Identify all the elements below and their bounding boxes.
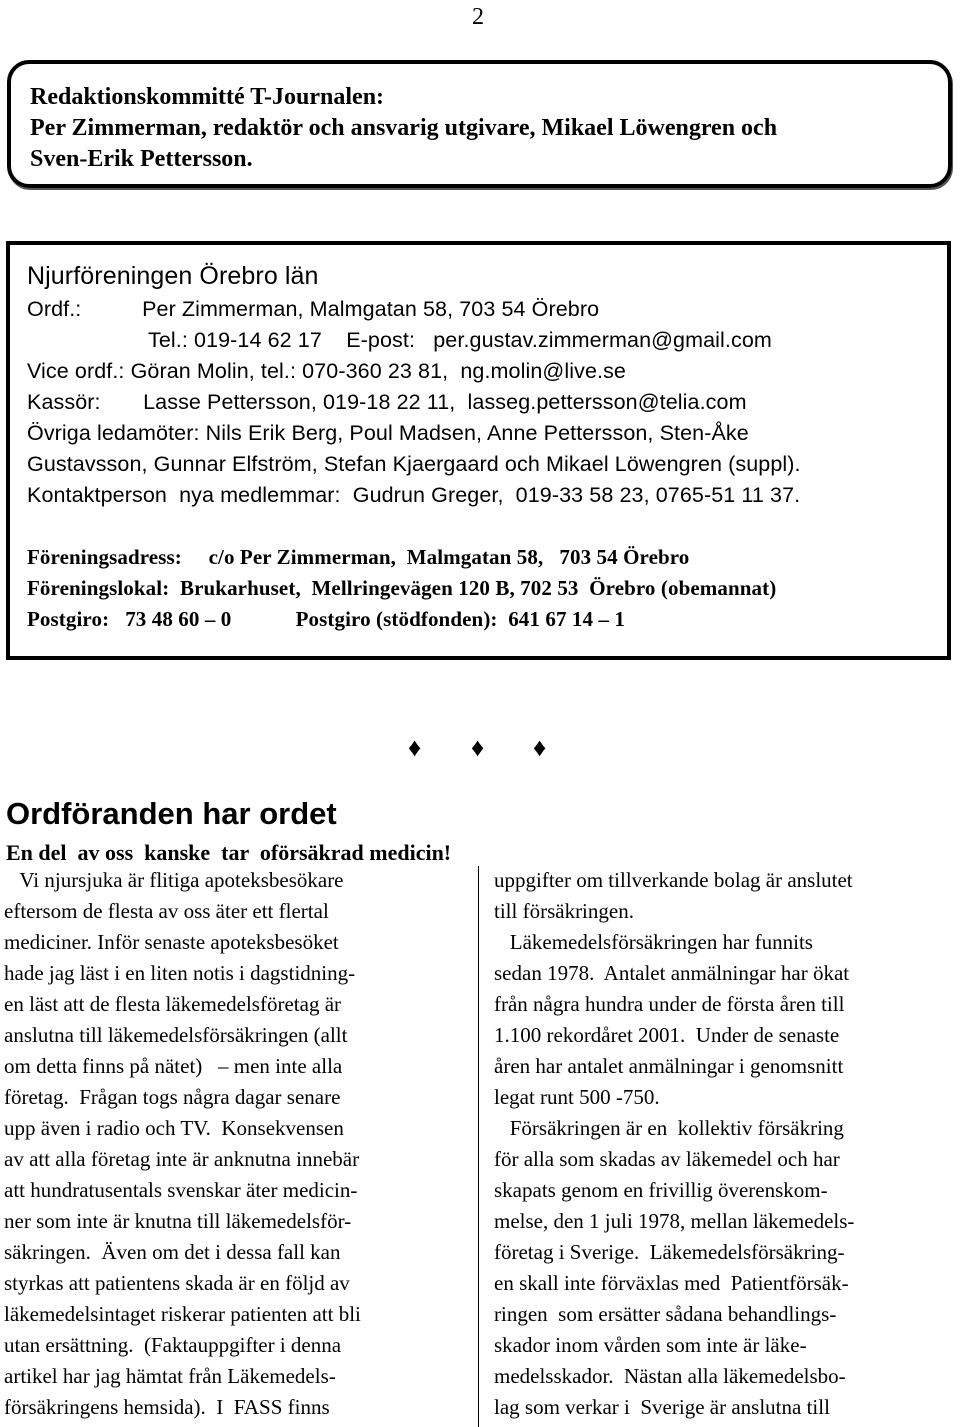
diamond-icon: ♦ <box>533 733 547 762</box>
text-line: ner som inte är knutna till läkemedelsför- <box>4 1209 352 1233</box>
association-box <box>6 241 951 660</box>
page-number: 2 <box>472 4 484 30</box>
text-line: 1.100 rekordåret 2001. Under de senaste <box>494 1023 840 1047</box>
text-line: från några hundra under de första åren till <box>494 992 845 1016</box>
text-line: att hundratusentals svenskar äter medicin- <box>4 1178 358 1202</box>
members-line: Övriga ledamöter: Nils Erik Berg, Poul Madsen, Anne Pettersson, Sten-Åke <box>27 421 749 445</box>
association-address: Föreningsadress: c/o Per Zimmerman, Malmgatan 58, 703 54 Örebro <box>27 545 690 569</box>
text-line: lag som verkar i Sverige är anslutna till <box>494 1395 830 1419</box>
committee-box <box>7 60 952 188</box>
committee-line: Per Zimmerman, redaktör och ansvarig utgivare, Mikael Löwengren och <box>30 115 778 141</box>
article-subtitle: En del av oss kanske tar oförsäkrad medicin! <box>6 840 452 865</box>
text-line: företag i Sverige. Läkemedelsförsäkring- <box>494 1240 845 1264</box>
text-line: melse, den 1 juli 1978, mellan läkemedels- <box>494 1209 855 1233</box>
article-title: Ordföranden har ordet <box>6 796 337 831</box>
text-line: säkringen. Även om det i dessa fall kan <box>4 1240 341 1264</box>
text-line: medelsskador. Nästan alla läkemedelsbo- <box>494 1364 846 1388</box>
text-line: Läkemedelsförsäkringen har funnits <box>494 930 813 954</box>
text-line: styrkas att patientens skada är en följd av <box>4 1271 350 1295</box>
column-divider <box>478 866 479 1427</box>
association-premises: Föreningslokal: Brukarhuset, Mellringevägen 120 B, 702 53 Örebro (obemannat) <box>27 576 777 600</box>
text-line: upp även i radio och TV. Konsekvensen <box>4 1116 344 1140</box>
chair-line: Ordf.: Per Zimmerman, Malmgatan 58, 703 54 Örebro <box>27 297 600 321</box>
members-line: Gustavsson, Gunnar Elfström, Stefan Kjaergaard och Mikael Löwengren (suppl). <box>27 452 801 476</box>
text-line: till försäkringen. <box>494 899 634 923</box>
contact-person-line: Kontaktperson nya medlemmar: Gudrun Greger, 019-33 58 23, 0765-51 11 37. <box>27 483 801 507</box>
committee-line: Sven-Erik Pettersson. <box>30 146 253 172</box>
diamond-icon: ♦ <box>471 733 485 762</box>
text-line: utan ersättning. (Faktauppgifter i denna <box>4 1333 342 1357</box>
vice-chair-line: Vice ordf.: Göran Molin, tel.: 070-360 23 81, ng.molin@live.se <box>27 359 626 383</box>
text-line: ringen som ersätter sådana behandlings- <box>494 1302 837 1326</box>
text-line: legat runt 500 -750. <box>494 1085 660 1109</box>
treasurer-line: Kassör: Lasse Pettersson, 019-18 22 11, lasseg.pettersson@telia.com <box>27 390 747 414</box>
text-line: sedan 1978. Antalet anmälningar har ökat <box>494 961 850 985</box>
text-line: av att alla företag inte är anknutna innebär <box>4 1147 360 1171</box>
text-line: hade jag läst i en liten notis i dagstidning- <box>4 961 356 985</box>
text-line: för alla som skadas av läkemedel och har <box>494 1147 840 1171</box>
text-line: artikel har jag hämtat från Läkemedels- <box>4 1364 336 1388</box>
text-line: en skall inte förväxlas med Patientförsäk- <box>494 1271 849 1295</box>
text-line: Försäkringen är en kollektiv försäkring <box>494 1116 844 1140</box>
text-line: uppgifter om tillverkande bolag är anslutet <box>494 868 853 892</box>
text-line: Vi njursjuka är flitiga apoteksbesökare <box>4 868 344 892</box>
text-line: skador inom vården som inte är läke- <box>494 1333 807 1357</box>
text-line: företag. Frågan togs några dagar senare <box>4 1085 341 1109</box>
postgiro-line: Postgiro: 73 48 60 – 0 Postgiro (stödfonden): 641 67 14 – 1 <box>27 607 626 631</box>
association-heading: Njurföreningen Örebro län <box>27 262 319 290</box>
text-line: mediciner. Inför senaste apoteksbesöket <box>4 930 339 954</box>
diamond-icon: ♦ <box>408 733 422 762</box>
committee-line: Redaktionskommitté T-Journalen: <box>30 84 385 110</box>
text-line: skapats genom en frivillig överenskom- <box>494 1178 828 1202</box>
text-line: läkemedelsintaget riskerar patienten att bli <box>4 1302 361 1326</box>
chair-contact-line: Tel.: 019-14 62 17 E-post: per.gustav.zimmerman@gmail.com <box>148 328 772 352</box>
text-line: om detta finns på nätet) – men inte alla <box>4 1054 343 1078</box>
text-line: åren har antalet anmälningar i genomsnitt <box>494 1054 844 1078</box>
text-line: anslutna till läkemedelsförsäkringen (allt <box>4 1023 348 1047</box>
text-line: eftersom de flesta av oss äter ett flertal <box>4 899 329 923</box>
text-line: försäkringens hemsida). I FASS finns <box>4 1395 330 1419</box>
text-line: en läst att de flesta läkemedelsföretag är <box>4 992 342 1016</box>
